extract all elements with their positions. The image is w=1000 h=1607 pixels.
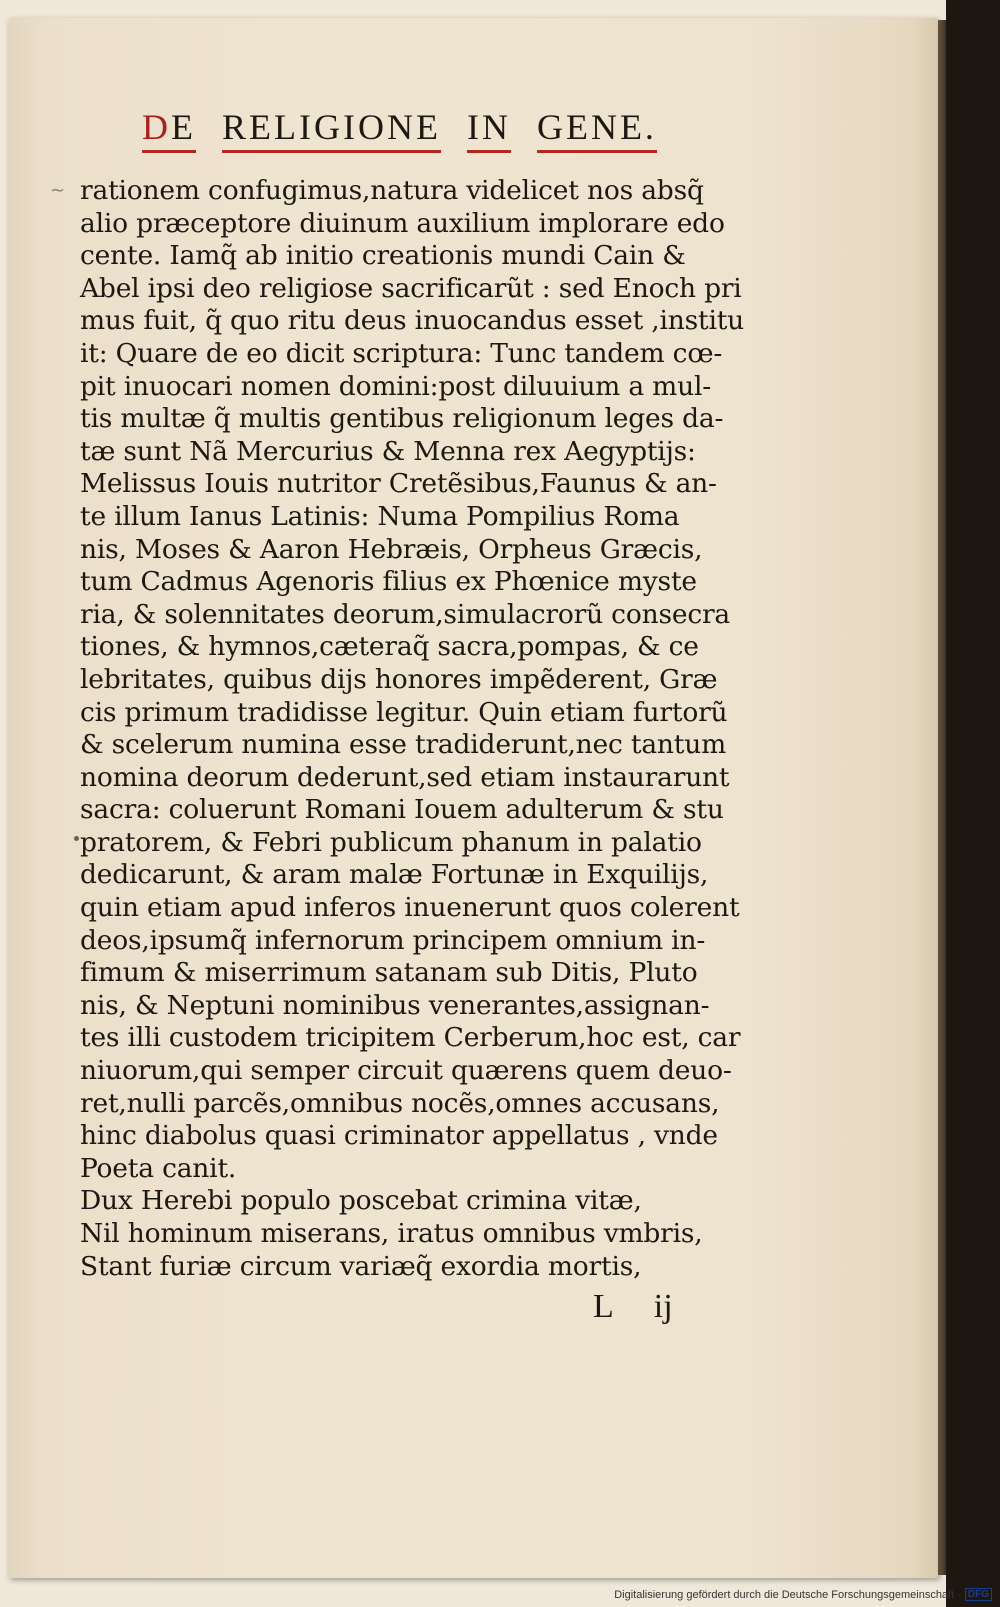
- text-line: quin etiam apud inferos inuenerunt quos colerent: [80, 892, 740, 924]
- digitization-credit: [614, 1588, 992, 1601]
- text-line: niuorum,qui semper circuit quærens quem deuo-: [80, 1055, 732, 1087]
- text-line: deos,ipsumq̃ infernorum principem omnium in-: [80, 924, 706, 956]
- text-line: fimum & miserrimum satanam sub Ditis, Pluto: [80, 957, 698, 989]
- text-line: te illum Ianus Latinis: Numa Pompilius Roma: [80, 500, 680, 532]
- text-line: sacra: coluerunt Romani Iouem adulterum & stu: [80, 794, 724, 826]
- credit-text: Digitalisierung gefördert durch die Deutsche Forschungsgemeinschaft -: [614, 1588, 961, 1601]
- running-head-word: IN: [467, 106, 511, 153]
- rubricated-initial: D: [142, 107, 171, 147]
- dfg-logo: DFG: [965, 1588, 992, 1601]
- text-line: nis, Moses & Aaron Hebræis, Orpheus Græcis,: [80, 533, 703, 565]
- text-line: cis primum tradidisse legitur. Quin etiam furtorũ: [80, 696, 728, 728]
- text-line: tes illi custodem tricipitem Cerberum,hoc est, car: [80, 1022, 741, 1054]
- text-line: Abel ipsi deo religiose sacrificarũt : sed Enoch pri: [80, 272, 742, 304]
- text-line: it: Quare de eo dicit scriptura: Tunc tandem cœ-: [80, 337, 723, 369]
- body-text: [80, 175, 800, 1283]
- text-line: tum Cadmus Agenoris filius ex Phœnice myste: [80, 566, 697, 598]
- text-line: lebritates, quibus dijs honores impẽderent, Græ: [80, 663, 718, 695]
- text-line: pratorem, & Febri publicum phanum in palatio: [80, 826, 702, 858]
- text-line: ria, & solennitates deorum,simulacrorũ consecra: [80, 598, 731, 630]
- signature-mark: [593, 1288, 673, 1326]
- text-line: rationem confugimus,natura videlicet nos absq̃: [80, 175, 704, 206]
- text-line: hinc diabolus quasi criminator appellatus , vnde: [80, 1120, 718, 1152]
- running-head-word: RELIGIONE: [222, 106, 441, 153]
- running-head: [142, 106, 800, 153]
- text-line: Dux Herebi populo poscebat crimina vitæ,: [80, 1185, 642, 1217]
- signature-numeral: ij: [653, 1288, 673, 1325]
- text-line: nomina deorum dederunt,sed etiam instaurarunt: [80, 761, 730, 793]
- text-line: alio præceptore diuinum auxilium implorare edo: [80, 207, 725, 239]
- signature-letter: L: [593, 1288, 614, 1325]
- running-head-word: DE: [142, 106, 196, 153]
- text-line: nis, & Neptuni nominibus venerantes,assignan-: [80, 989, 710, 1021]
- margin-dot: [74, 836, 79, 841]
- text-line: Nil hominum miserans, iratus omnibus vmbris,: [80, 1218, 703, 1249]
- text-line: dedicarunt, & aram malæ Fortunæ in Exquilijs,: [80, 859, 709, 891]
- scan-border: [946, 0, 1000, 1607]
- text-line: tis multæ q̃ multis gentibus religionum leges da-: [80, 403, 724, 435]
- text-line: tiones, & hymnos,cæteraq̃ sacra,pompas, & ce: [80, 631, 699, 663]
- text-line: Poeta canit.: [80, 1152, 237, 1184]
- text-line: cente. Iamq̃ ab initio creationis mundi Cain &: [80, 240, 686, 272]
- text-line: tæ sunt Nã Mercurius & Menna rex Aegyptijs:: [80, 435, 696, 467]
- margin-mark: ∼: [50, 180, 66, 201]
- text-line: & scelerum numina esse tradiderunt,nec tantum: [80, 729, 727, 761]
- text-line: ret,nulli parcẽs,omnibus nocẽs,omnes accusans,: [80, 1087, 720, 1119]
- text-line: pit inuocari nomen domini:post diluuium a mul-: [80, 370, 711, 402]
- text-line: Melissus Iouis nutritor Cretẽsibus,Faunus & an-: [80, 468, 717, 500]
- running-head-word: GENE.: [537, 106, 657, 153]
- book-page: [8, 18, 938, 1578]
- text-block: [80, 106, 800, 1283]
- text-line: mus fuit, q̃ quo ritu deus inuocandus esset ,institu: [80, 305, 745, 337]
- text-line: Stant furiæ circum variæq̃ exordia mortis,: [80, 1250, 642, 1282]
- page-edge: [938, 20, 946, 1575]
